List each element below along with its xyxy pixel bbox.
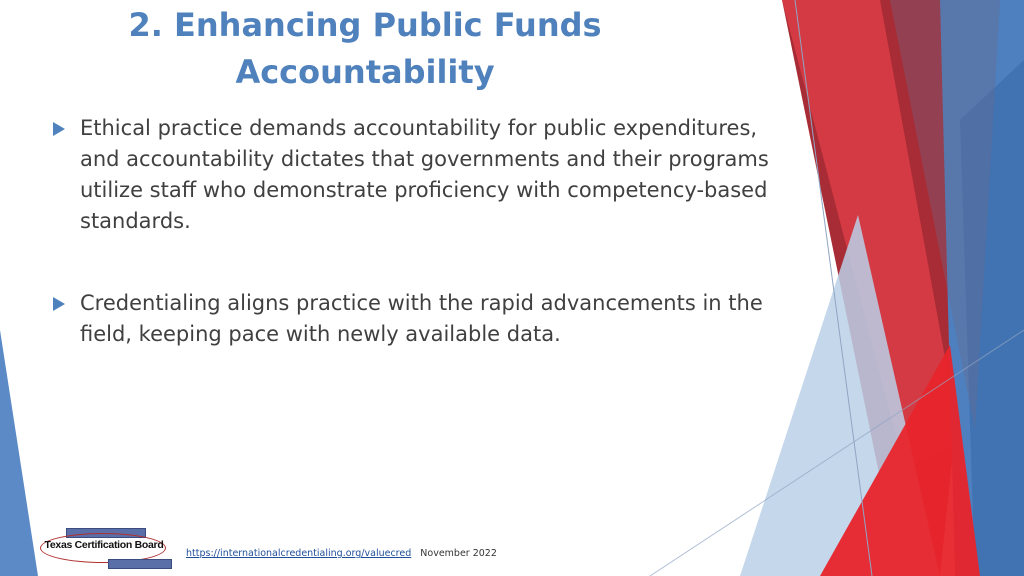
bullet-text: Credentialing aligns practice with the rapid advancements in the field, keeping pace with newly available data. — [80, 291, 763, 346]
slide-title — [100, 2, 630, 96]
slide-title-line-2: Accountability — [235, 53, 495, 91]
triangle-bullet-icon — [53, 122, 65, 136]
bullet-text: Ethical practice demands accountability for public expenditures, and accountability dictates that governments and their programs utilize staff who demonstrate proficiency with competency-based standards. — [80, 116, 769, 233]
texas-certification-board-logo — [38, 527, 170, 571]
logo-bottom-bar — [108, 559, 172, 569]
footer-date: November 2022 — [420, 548, 497, 559]
triangle-bullet-icon — [53, 297, 65, 311]
left-blue-sliver — [0, 330, 38, 576]
logo-text: Texas Certification Board — [44, 539, 164, 551]
slide-title-line-1: 2. Enhancing Public Funds — [128, 6, 602, 44]
bullet-item — [50, 288, 770, 350]
bullet-item — [50, 113, 770, 237]
footer — [186, 548, 497, 559]
footer-link[interactable]: https://internationalcredentialing.org/valuecred — [186, 548, 412, 559]
bullet-list — [50, 113, 770, 350]
